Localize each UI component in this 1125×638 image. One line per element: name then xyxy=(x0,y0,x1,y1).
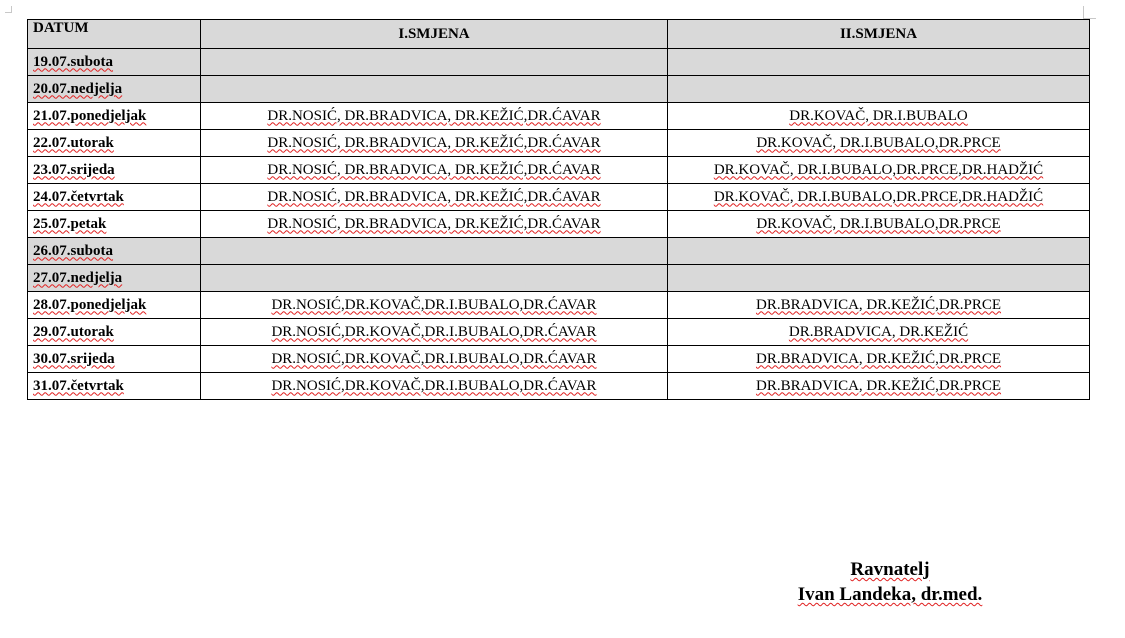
shift-1-doctors: DR.NOSIĆ, DR.BRADVICA, DR.KEŽIĆ,DR.ĆAVAR xyxy=(267,107,601,124)
shift-2-doctors: DR.BRADVICA, DR.KEŽIĆ,DR.PRCE xyxy=(755,377,1002,394)
table-row xyxy=(28,265,1090,292)
shift-2-doctors: DR.BRADVICA, DR.KEŽIĆ xyxy=(788,323,969,340)
table-row xyxy=(28,373,1090,400)
column-header-date: DATUM xyxy=(28,20,201,49)
date-cell xyxy=(28,346,201,373)
date-cell xyxy=(28,49,201,76)
shift-1-cell xyxy=(201,346,668,373)
table-row xyxy=(28,319,1090,346)
shift-1-cell xyxy=(201,76,668,103)
shift-2-doctors: DR.KOVAČ, DR.I.BUBALO,DR.PRCE,DR.HADŽIĆ xyxy=(713,161,1044,178)
column-header-shift-2: II.SMJENA xyxy=(668,20,1090,49)
shift-1-doctors: DR.NOSIĆ,DR.KOVAČ,DR.I.BUBALO,DR.ĆAVAR xyxy=(271,350,597,367)
table-header-row xyxy=(28,20,1090,49)
shift-2-cell xyxy=(668,130,1090,157)
page-corner-mark-left xyxy=(5,6,12,13)
shift-2-cell xyxy=(668,76,1090,103)
shift-1-cell xyxy=(201,211,668,238)
date-cell xyxy=(28,157,201,184)
date-text: 25.07.petak xyxy=(33,215,107,232)
shift-2-cell xyxy=(668,265,1090,292)
signature-title xyxy=(760,557,1020,582)
shift-2-cell xyxy=(668,238,1090,265)
shift-2-cell xyxy=(668,292,1090,319)
date-text: 29.07.utorak xyxy=(33,323,114,340)
table-row xyxy=(28,157,1090,184)
shift-1-cell xyxy=(201,49,668,76)
table-row xyxy=(28,292,1090,319)
shift-2-doctors: DR.BRADVICA, DR.KEŽIĆ,DR.PRCE xyxy=(755,296,1002,313)
shift-2-cell xyxy=(668,184,1090,211)
shift-2-cell xyxy=(668,103,1090,130)
date-text: 22.07.utorak xyxy=(33,134,114,151)
signature-block xyxy=(760,557,1020,607)
table-body xyxy=(28,49,1090,400)
date-text: 31.07.četvrtak xyxy=(33,377,124,394)
page-corner-mark-right xyxy=(1083,6,1096,19)
signature-title-text: Ravnatelj xyxy=(850,559,930,580)
shift-1-doctors: DR.NOSIĆ, DR.BRADVICA, DR.KEŽIĆ,DR.ĆAVAR xyxy=(267,215,601,232)
shift-2-doctors: DR.BRADVICA, DR.KEŽIĆ,DR.PRCE xyxy=(755,350,1002,367)
date-text: 23.07.srijeda xyxy=(33,161,115,178)
shift-2-doctors: DR.KOVAČ, DR.I.BUBALO,DR.PRCE xyxy=(756,215,1001,232)
date-text: 21.07.ponedjeljak xyxy=(33,107,147,124)
shift-1-cell xyxy=(201,157,668,184)
date-cell xyxy=(28,103,201,130)
shift-1-cell xyxy=(201,103,668,130)
shift-2-cell xyxy=(668,319,1090,346)
table-row xyxy=(28,103,1090,130)
shift-1-cell xyxy=(201,184,668,211)
shift-2-cell xyxy=(668,373,1090,400)
table-row xyxy=(28,49,1090,76)
signature-name-text: Ivan Landeka, dr.med. xyxy=(797,584,983,605)
shift-1-doctors: DR.NOSIĆ, DR.BRADVICA, DR.KEŽIĆ,DR.ĆAVAR xyxy=(267,161,601,178)
shift-1-doctors: DR.NOSIĆ, DR.BRADVICA, DR.KEŽIĆ,DR.ĆAVAR xyxy=(267,134,601,151)
date-text: 30.07.srijeda xyxy=(33,350,115,367)
shift-schedule-table xyxy=(27,19,1090,400)
shift-1-doctors: DR.NOSIĆ,DR.KOVAČ,DR.I.BUBALO,DR.ĆAVAR xyxy=(271,296,597,313)
table-row xyxy=(28,184,1090,211)
date-cell xyxy=(28,292,201,319)
date-text: 19.07.subota xyxy=(33,53,114,70)
date-cell xyxy=(28,130,201,157)
date-cell xyxy=(28,184,201,211)
date-cell xyxy=(28,76,201,103)
table-row xyxy=(28,346,1090,373)
shift-1-doctors: DR.NOSIĆ, DR.BRADVICA, DR.KEŽIĆ,DR.ĆAVAR xyxy=(267,188,601,205)
shift-1-cell xyxy=(201,292,668,319)
date-cell xyxy=(28,265,201,292)
table-row xyxy=(28,130,1090,157)
shift-2-doctors: DR.KOVAČ, DR.I.BUBALO,DR.PRCE xyxy=(756,134,1001,151)
shift-2-cell xyxy=(668,211,1090,238)
shift-1-doctors: DR.NOSIĆ,DR.KOVAČ,DR.I.BUBALO,DR.ĆAVAR xyxy=(271,377,597,394)
date-cell xyxy=(28,211,201,238)
signature-name xyxy=(760,582,1020,607)
shift-1-cell xyxy=(201,130,668,157)
date-cell xyxy=(28,319,201,346)
date-text: 20.07.nedjelja xyxy=(33,80,123,97)
shift-2-doctors: DR.KOVAČ, DR.I.BUBALO xyxy=(789,107,968,124)
shift-1-cell xyxy=(201,319,668,346)
table-row xyxy=(28,238,1090,265)
date-cell xyxy=(28,238,201,265)
date-text: 28.07.ponedjeljak xyxy=(33,296,147,313)
shift-2-cell xyxy=(668,49,1090,76)
shift-1-cell xyxy=(201,373,668,400)
column-header-shift-1: I.SMJENA xyxy=(201,20,668,49)
date-text: 26.07.subota xyxy=(33,242,114,259)
table-row xyxy=(28,211,1090,238)
shift-1-cell xyxy=(201,265,668,292)
shift-2-cell xyxy=(668,157,1090,184)
shift-2-doctors: DR.KOVAČ, DR.I.BUBALO,DR.PRCE,DR.HADŽIĆ xyxy=(713,188,1044,205)
shift-1-doctors: DR.NOSIĆ,DR.KOVAČ,DR.I.BUBALO,DR.ĆAVAR xyxy=(271,323,597,340)
shift-1-cell xyxy=(201,238,668,265)
date-text: 24.07.četvrtak xyxy=(33,188,124,205)
shift-2-cell xyxy=(668,346,1090,373)
table-row xyxy=(28,76,1090,103)
date-cell xyxy=(28,373,201,400)
date-text: 27.07.nedjelja xyxy=(33,269,123,286)
